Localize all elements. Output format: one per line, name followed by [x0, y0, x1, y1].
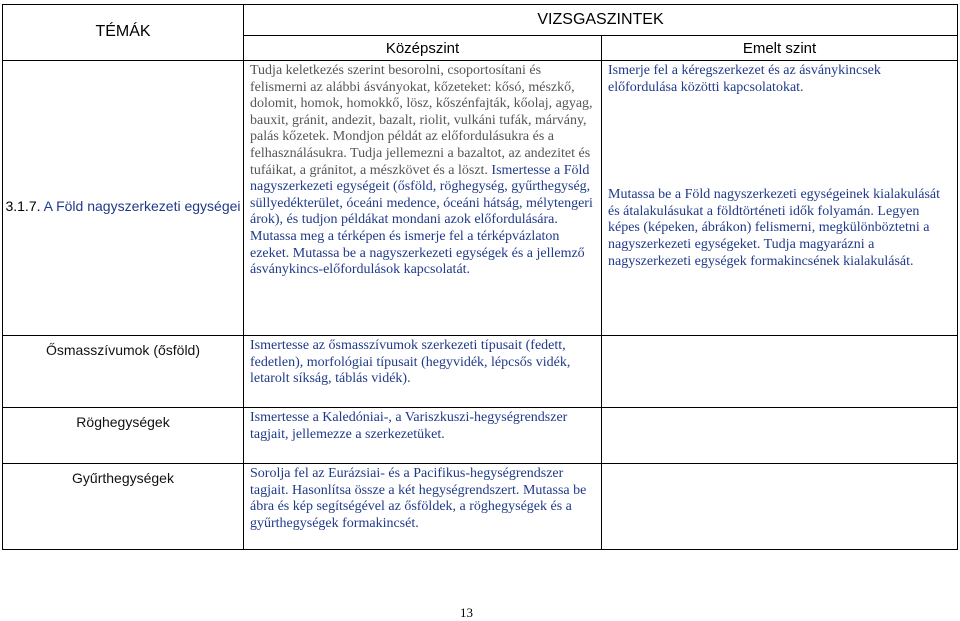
kozep-osmassziv-text: Ismertesse az ősmasszívumok szerkezeti típusait (fedett, fedetlen), morfológiai típusait (hegyvidék, lépcsős vidék, letarolt síkság, táblás vidék). — [250, 338, 571, 387]
topic-number: 3.1.7. — [5, 198, 41, 214]
kozep-text-4: Ismertesse a Föld nagyszerkezeti egységeit (ősföld, röghegység, gyűrthegység, süllyedékterület, óceáni medence, óceáni hátság, mélytengeri árok), és tudjon példákat mondani azok előfordulására. — [250, 162, 593, 228]
kozepszint-cell-osmassziv — [244, 336, 602, 408]
emelt-cell-roghegyseg — [602, 408, 958, 464]
kozep-gyurthegyseg-text-c: Mutassa be ábra és kép segítségével az ősföldek, a röghegységek és a gyűrthegységek formakincsét. — [250, 482, 587, 531]
kozep-roghegyseg-text: Ismertesse a Kaledóniai-, a Variszkuszi-hegységrendszer tagjait, jellemezze a szerkezetüket. — [250, 410, 568, 442]
kozep-gyurthegyseg-text-a: Sorolja fel az Eurázsiai- és a Pacifikus-hegységrendszer tagjait. — [250, 466, 564, 498]
emelt-text-1: Ismerje fel a kéregszerkezet és az ásványkincsek előfordulása közötti kapcsolatokat. — [608, 63, 881, 95]
emelt-cell-gyurthegyseg — [602, 464, 958, 550]
header-vizsgaszintek: VIZSGASZINTEK — [244, 5, 958, 36]
kozep-gyurthegyseg-text-b: Hasonlítsa össze a két hegységrendszert. — [292, 482, 520, 498]
kozep-text-2: Mondjon példát az előfordulásukra és a felhasználásukra. — [250, 129, 555, 161]
emelt-cell-osmassziv — [602, 336, 958, 408]
kozep-text-1: Tudja keletkezés szerint besorolni, csoportosítani és felismerni az alábbi ásványokat, kőzeteket: kősó, mészkő, dolomit, homok, homokkő, lösz, kőszénfajták, kőolaj, agyag, bauxit, gránit, andezit, bazalt, riolit, vulkáni tufák, márvány, palás kőzetek. — [250, 63, 593, 145]
kozepszint-cell-main — [244, 61, 602, 336]
emelt-text-3: Legyen képes (képeken, ábrákon) felismerni, megkülönböztetni a nagyszerkezeti egységeket. — [608, 203, 930, 252]
topic-title: A Föld nagyszerkezeti egységei — [43, 198, 241, 214]
header-kozepszint: Középszint — [244, 36, 602, 61]
kozep-text-3: Tudja jellemezni a bazaltot, az andezitet és tufáikat, a gránitot, a mészkövet és a löszt. — [250, 145, 591, 178]
kozepszint-cell-gyurthegyseg — [244, 464, 602, 550]
emelt-text-2: Mutassa be a Föld nagyszerkezeti egységeinek kialakulását és átalakulásukat a földtörténeti idők folyamán. — [608, 187, 940, 219]
kozep-text-6: Mutassa be a nagyszerkezeti egységek és a jellemző ásványkincs-előfordulások kapcsolatát. — [250, 245, 585, 278]
kozep-text-5: Mutassa meg a térképen és ismerje fel a térképvázlaton ezeket. — [250, 228, 560, 261]
topic-cell-osmassziv: Ősmasszívumok (ősföld) — [3, 336, 244, 408]
header-emelt-szint: Emelt szint — [602, 36, 958, 61]
page-number: 13 — [460, 605, 473, 620]
emelt-text-4: Tudja magyarázni a nagyszerkezeti egységek formakincsének kialakulását. — [608, 236, 914, 269]
header-temak: TÉMÁK — [3, 5, 244, 61]
requirements-table — [2, 4, 958, 550]
emelt-cell-main — [602, 61, 958, 336]
kozepszint-cell-roghegyseg — [244, 408, 602, 464]
topic-cell-main — [3, 61, 244, 336]
topic-cell-gyurthegyseg: Gyűrthegységek — [3, 464, 244, 550]
topic-cell-roghegyseg: Röghegységek — [3, 408, 244, 464]
